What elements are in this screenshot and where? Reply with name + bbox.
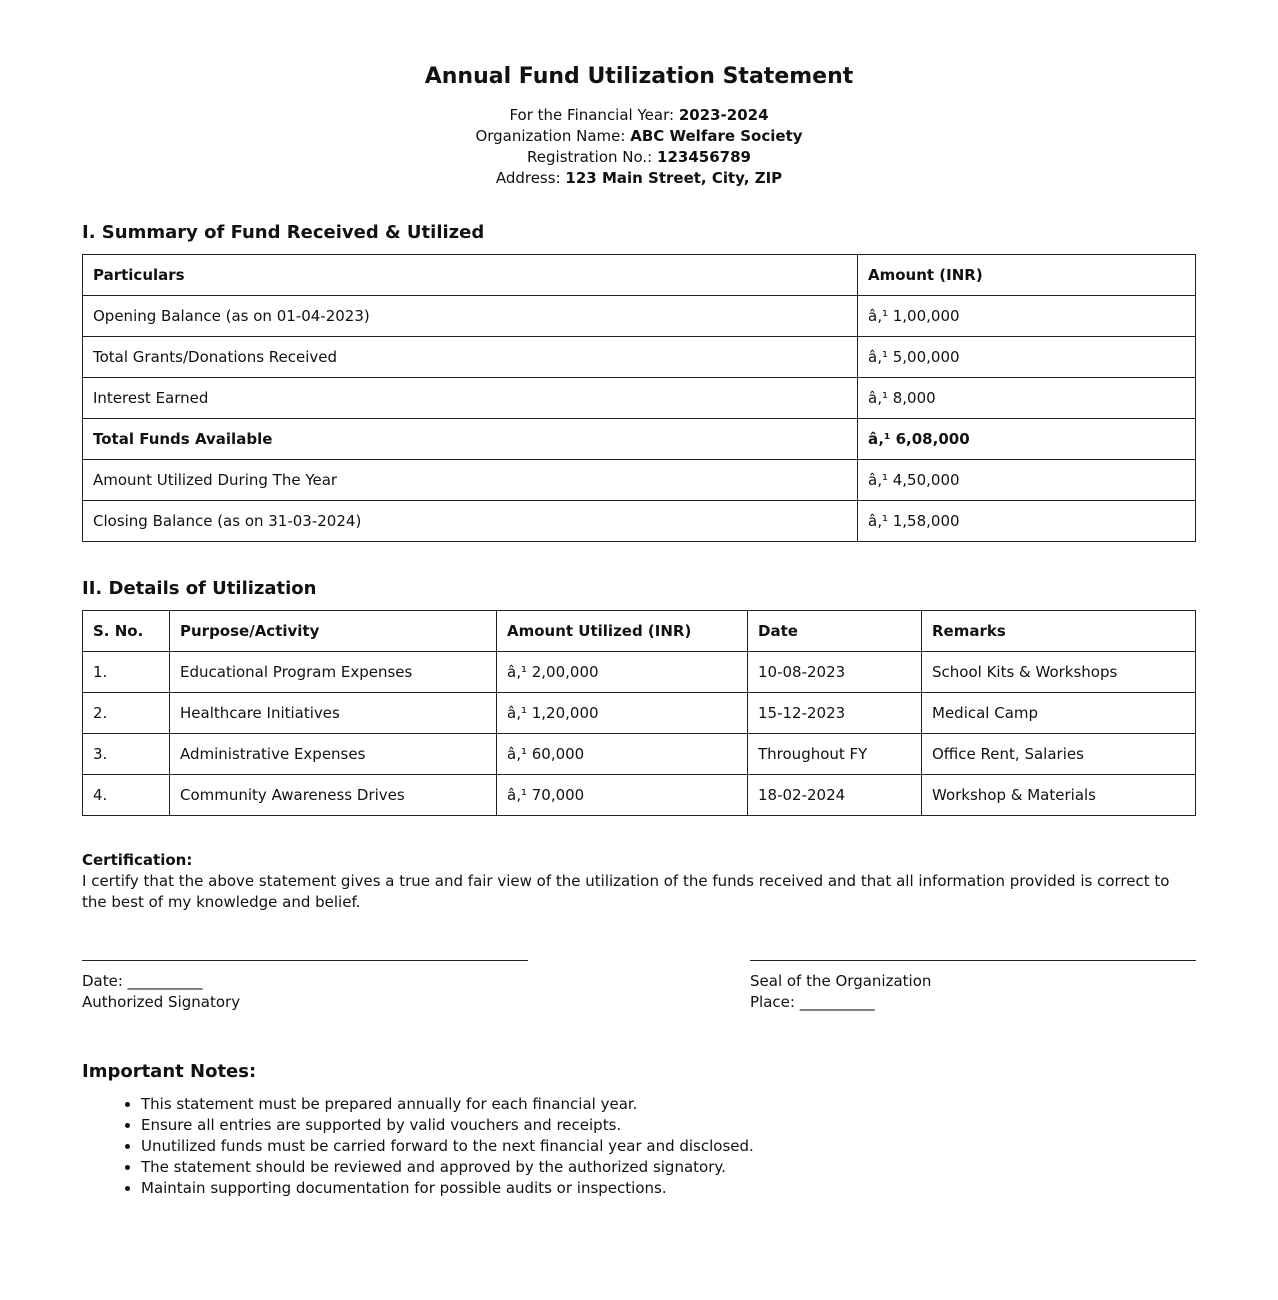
seal-block (750, 960, 1196, 1013)
authorized-signatory-label: Authorized Signatory (82, 993, 241, 1011)
utilization-section-title: II. Details of Utilization (82, 578, 317, 599)
summary-header-row (83, 255, 1196, 296)
sno-cell: 3. (83, 734, 170, 775)
fy-value: 2023-2024 (678, 106, 769, 124)
date-cell: 10-08-2023 (748, 652, 922, 693)
list-item: • The statement should be reviewed and approved by the authorized signatory. (141, 1157, 754, 1178)
particular-cell: Total Grants/Donations Received (83, 337, 858, 378)
amount-cell: â‚¹ 1,00,000 (858, 296, 1196, 337)
registration-line (82, 147, 1196, 168)
purpose-cell: Educational Program Expenses (170, 652, 497, 693)
sno-cell: 2. (83, 693, 170, 734)
reg-label: Registration No.: (527, 148, 653, 166)
amount-cell: â‚¹ 4,50,000 (858, 460, 1196, 501)
header-sno: S. No. (83, 611, 170, 652)
list-item: • Maintain supporting documentation for possible audits or inspections. (141, 1178, 754, 1199)
remarks-cell: Workshop & Materials (922, 775, 1196, 816)
remarks-cell: Medical Camp (922, 693, 1196, 734)
summary-section-title: I. Summary of Fund Received & Utilized (82, 222, 485, 243)
notes-title: Important Notes: (82, 1061, 257, 1082)
list-item: • Ensure all entries are supported by valid vouchers and receipts. (141, 1115, 754, 1136)
total-row (83, 419, 1196, 460)
date-blank: Date: __________ (82, 972, 203, 990)
particular-cell: Interest Earned (83, 378, 858, 419)
amount-cell: â‚¹ 2,00,000 (497, 652, 748, 693)
purpose-cell: Community Awareness Drives (170, 775, 497, 816)
org-value: ABC Welfare Society (630, 127, 803, 145)
particular-cell: Amount Utilized During The Year (83, 460, 858, 501)
addr-value: 123 Main Street, City, ZIP (565, 169, 783, 187)
date-cell: 15-12-2023 (748, 693, 922, 734)
org-label: Organization Name: (475, 127, 626, 145)
financial-year-line (82, 105, 1196, 126)
addr-label: Address: (495, 169, 561, 187)
table-row (83, 378, 1196, 419)
reg-value: 123456789 (657, 148, 751, 166)
purpose-cell: Administrative Expenses (170, 734, 497, 775)
seal-label: Seal of the Organization (750, 972, 932, 990)
table-row (83, 501, 1196, 542)
address-line (82, 168, 1196, 189)
list-item: • This statement must be prepared annually for each financial year. (141, 1094, 754, 1115)
notes-list (82, 1094, 754, 1199)
header-date: Date (748, 611, 922, 652)
table-row (83, 775, 1196, 816)
amount-cell: â‚¹ 6,08,000 (858, 419, 1196, 460)
amount-cell: â‚¹ 60,000 (497, 734, 748, 775)
fy-label: For the Financial Year: (509, 106, 675, 124)
header-purpose: Purpose/Activity (170, 611, 497, 652)
table-row (83, 296, 1196, 337)
amount-cell: â‚¹ 70,000 (497, 775, 748, 816)
table-row (83, 337, 1196, 378)
summary-table (82, 254, 1196, 542)
amount-cell: â‚¹ 5,00,000 (858, 337, 1196, 378)
statement-meta (82, 105, 1196, 189)
particular-cell: Closing Balance (as on 31-03-2024) (83, 501, 858, 542)
table-row (83, 693, 1196, 734)
table-row (83, 652, 1196, 693)
amount-cell: â‚¹ 1,20,000 (497, 693, 748, 734)
sno-cell: 4. (83, 775, 170, 816)
table-row (83, 734, 1196, 775)
purpose-cell: Healthcare Initiatives (170, 693, 497, 734)
amount-cell: â‚¹ 8,000 (858, 378, 1196, 419)
organization-line (82, 126, 1196, 147)
remarks-cell: Office Rent, Salaries (922, 734, 1196, 775)
date-cell: Throughout FY (748, 734, 922, 775)
amount-cell: â‚¹ 1,58,000 (858, 501, 1196, 542)
list-item: • Unutilized funds must be carried forward to the next financial year and disclosed. (141, 1136, 754, 1157)
header-remarks: Remarks (922, 611, 1196, 652)
sno-cell: 1. (83, 652, 170, 693)
particular-cell: Opening Balance (as on 01-04-2023) (83, 296, 858, 337)
certification-block (82, 850, 1196, 913)
summary-header-amount: Amount (INR) (858, 255, 1196, 296)
table-row (83, 460, 1196, 501)
utilization-header-row (83, 611, 1196, 652)
utilization-table (82, 610, 1196, 816)
remarks-cell: School Kits & Workshops (922, 652, 1196, 693)
signatory-block (82, 960, 528, 1013)
certification-text: I certify that the above statement gives a true and fair view of the utilization of the funds received and that all information provided is correct to the best of my knowledge and belief. (82, 872, 1170, 911)
date-cell: 18-02-2024 (748, 775, 922, 816)
place-blank: Place: __________ (750, 993, 875, 1011)
summary-header-particulars: Particulars (83, 255, 858, 296)
header-amount: Amount Utilized (INR) (497, 611, 748, 652)
particular-cell: Total Funds Available (83, 419, 858, 460)
page-title: Annual Fund Utilization Statement (424, 64, 854, 89)
certification-label: Certification: (82, 851, 193, 869)
